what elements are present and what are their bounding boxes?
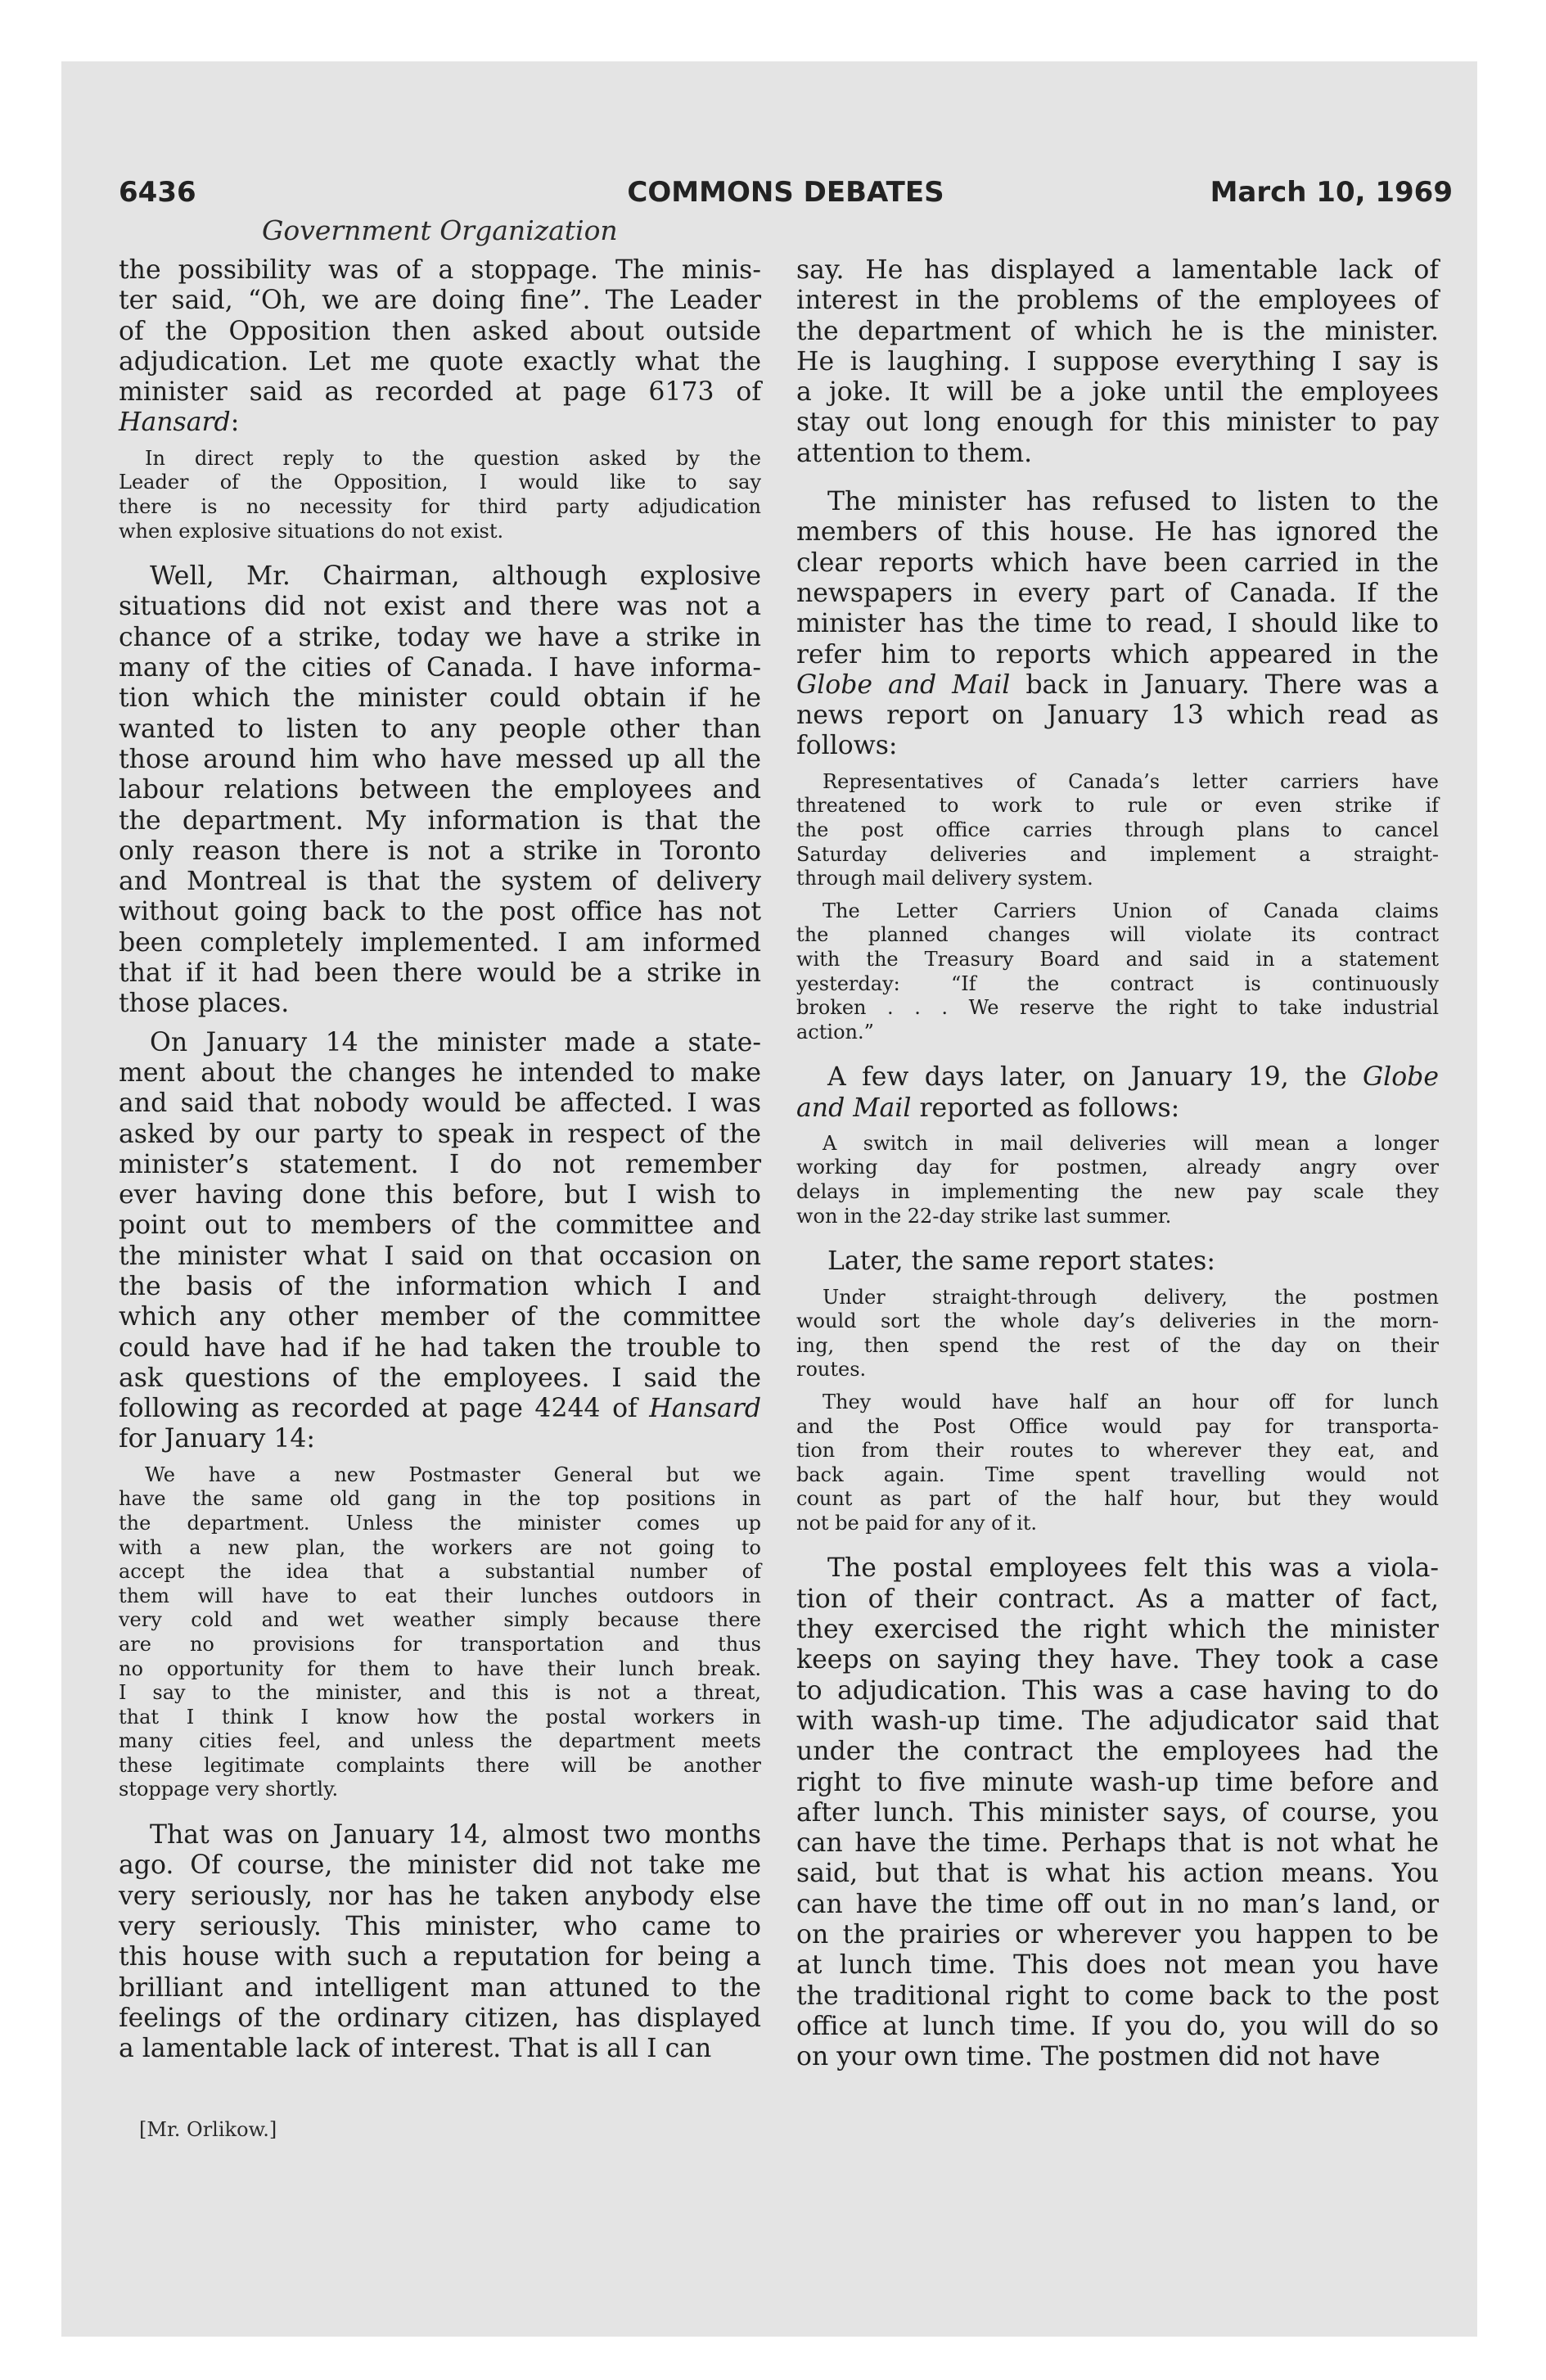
text-line: this house with such a reputation for being a (119, 1942, 761, 1972)
text-line: asked by our party to speak in respect of the (119, 1119, 761, 1149)
text-line: Later, the same report states: (827, 1246, 1215, 1277)
text-line: with a new plan, the workers are not going to (119, 1535, 761, 1559)
text-line: point out to members of the committee and (119, 1210, 761, 1241)
text-line: Hansard: (119, 408, 240, 438)
paragraph-gap (796, 1278, 1439, 1286)
text-line: minister has the time to read, I should like to (796, 609, 1439, 639)
text-line: the possibility was of a stoppage. The minis- (119, 255, 761, 285)
text-line: on your own time. The postmen did not have (796, 2042, 1381, 2072)
paragraph (796, 487, 1439, 762)
text-line: interest in the problems of the employees of (796, 286, 1439, 316)
text-line: chance of a strike, today we have a strike in (119, 622, 761, 652)
text-line: minister’s statement. I do not remember (119, 1149, 761, 1179)
text-line: brilliant and intelligent man attuned to the (119, 1972, 761, 2003)
paragraph-gap (119, 1020, 761, 1028)
text-line: He is laughing. I suppose everything I say is (796, 346, 1439, 376)
text-line: tion from their routes to wherever they eat, and (796, 1439, 1439, 1463)
text-line: A switch in mail deliveries will mean a longer (823, 1131, 1439, 1155)
text-line: wanted to listen to any people other than (119, 714, 761, 744)
text-line: the post office carries through plans to cancel (796, 818, 1439, 841)
text-line: very seriously. This minister, who came to (119, 1911, 761, 1941)
text-line: In direct reply to the question asked by the (145, 446, 761, 470)
text-line: tion which the minister could obtain if he (119, 683, 761, 714)
paragraph-gap (119, 1455, 761, 1463)
text-line: adjudication. Let me quote exactly what the (119, 346, 761, 376)
paragraph (119, 255, 761, 439)
text-line: The Letter Carriers Union of Canada claims (823, 899, 1439, 922)
paragraph-gap (119, 439, 761, 447)
right-column (796, 255, 1439, 2073)
text-line: a joke. It will be a joke until the employees (796, 377, 1439, 408)
text-line: have the same old gang in the top positions in (119, 1487, 761, 1511)
text-line: ment about the changes he intended to make (119, 1057, 761, 1088)
text-line: said, but that is what his action means. You (796, 1859, 1439, 1889)
text-line: count as part of the half hour, but they would (796, 1487, 1439, 1511)
text-line: back again. Time spent travelling would not (796, 1463, 1439, 1486)
text-line: and said that nobody would be affected. I was (119, 1089, 761, 1119)
quoted-passage (119, 447, 761, 543)
text-line: broken . . . We reserve the right to take industrial (796, 996, 1439, 1020)
text-line: and the Post Office would pay for transporta- (796, 1414, 1439, 1438)
paragraph (796, 255, 1439, 469)
text-line: right to five minute wash-up time before and (796, 1767, 1439, 1797)
paragraph-gap (796, 891, 1439, 899)
text-line: feelings of the ordinary citizen, has displayed (119, 2003, 761, 2033)
text-line: They would have half an hour off for lunch (823, 1390, 1439, 1413)
text-line: for January 14: (119, 1424, 316, 1454)
text-line: these legitimate complaints there will be another (119, 1753, 761, 1777)
text-line: newspapers in every part of Canada. If the (796, 578, 1439, 608)
text-line: routes. (796, 1358, 867, 1382)
text-line: Leader of the Opposition, I would like to say (119, 471, 761, 494)
text-line: members of this house. He has ignored the (796, 517, 1439, 548)
paragraph-gap (796, 1044, 1439, 1062)
paragraph-gap (119, 1802, 761, 1820)
text-line: On January 14 the minister made a state- (150, 1027, 761, 1057)
paragraph (796, 1246, 1439, 1277)
speaker-footer: [Mr. Orlikow.] (139, 2118, 277, 2141)
text-line: with wash-up time. The adjudicator said that (796, 1706, 1439, 1736)
paragraph-gap (796, 1124, 1439, 1132)
text-line: delays in implementing the new pay scale they (796, 1180, 1439, 1204)
text-line: those around him who have messed up all the (119, 744, 761, 774)
text-line: threatened to work to rule or even strike if (796, 794, 1439, 818)
text-line: the minister what I said on that occasion on (119, 1241, 761, 1271)
text-line: The minister has refused to listen to the (827, 487, 1439, 517)
quoted-passage (796, 1286, 1439, 1382)
text-line: only reason there is not a strike in Toronto (119, 836, 761, 866)
text-line: Representatives of Canada’s letter carriers have (823, 769, 1439, 793)
text-line: them will have to eat their lunches outdoors in (119, 1584, 761, 1607)
text-line: very cold and wet weather simply because there (119, 1608, 761, 1632)
text-line: action.” (796, 1020, 874, 1044)
page-date: March 10, 1969 (1210, 176, 1453, 209)
quoted-passage (796, 770, 1439, 891)
text-line: can have the time. Perhaps that is not what he (796, 1828, 1439, 1859)
text-line: they exercised the right which the minister (796, 1615, 1439, 1645)
text-line: the basis of the information which I and (119, 1271, 761, 1301)
text-line: and Montreal is that the system of delivery (119, 867, 761, 897)
text-line: The postal employees felt this was a viola- (827, 1553, 1439, 1584)
text-line: I say to the minister, and this is not a threat, (119, 1681, 761, 1705)
text-line: the planned changes will violate its contract (796, 923, 1439, 947)
text-line: not be paid for any of it. (796, 1511, 1038, 1535)
text-line: accept the idea that a substantial number of (119, 1560, 761, 1584)
quoted-passage (796, 1391, 1439, 1536)
quoted-passage (119, 1463, 761, 1802)
text-line: ask questions of the employees. I said the (119, 1363, 761, 1393)
text-line: many of the cities of Canada. I have informa- (119, 653, 761, 683)
text-line: Saturday deliveries and implement a straight- (796, 842, 1439, 866)
text-line: working day for postmen, already angry over (796, 1156, 1439, 1179)
text-line: been completely implemented. I am informed (119, 927, 761, 958)
paragraph (119, 561, 761, 1019)
text-line: Well, Mr. Chairman, although explosive (150, 561, 761, 592)
text-line: Globe and Mail back in January. There was a (796, 669, 1440, 700)
text-line: the department. Unless the minister comes up (119, 1511, 761, 1535)
text-line: that if it had been there would be a strike in (119, 958, 761, 989)
page-number: 6436 (119, 176, 196, 209)
paragraph-gap (119, 543, 761, 561)
text-line: won in the 22-day strike last summer. (796, 1204, 1172, 1228)
text-line: those places. (119, 989, 290, 1019)
text-line: refer him to reports which appeared in the (796, 639, 1439, 669)
text-line: following as recorded at page 4244 of Hansard (119, 1394, 761, 1424)
text-line: A few days later, on January 19, the Globe (827, 1062, 1439, 1093)
text-line: follows: (796, 731, 898, 761)
text-line: a lamentable lack of interest. That is all I can (119, 2034, 712, 2064)
text-line: would sort the whole day’s deliveries in the morn- (796, 1309, 1439, 1333)
text-line: can have the time off out in no man’s land, or (796, 1889, 1439, 1919)
text-line: on the prairies or wherever you happen to be (796, 1920, 1439, 1950)
text-line: minister said as recorded at page 6173 of (119, 377, 761, 408)
text-line: without going back to the post office has not (119, 897, 761, 927)
text-line: could have had if he had taken the trouble to (119, 1332, 761, 1363)
text-line: labour relations between the employees and (119, 775, 761, 805)
text-line: to adjudication. This was a case having to do (796, 1675, 1439, 1706)
text-line: That was on January 14, almost two months (150, 1820, 761, 1850)
text-line: stoppage very shortly. (119, 1778, 339, 1801)
text-line: ing, then spend the rest of the day on their (796, 1333, 1439, 1357)
text-line: with the Treasury Board and said in a statement (796, 947, 1439, 971)
text-line: news report on January 13 which read as (796, 701, 1439, 731)
section-subheading: Government Organization (262, 214, 618, 246)
text-line: under the contract the employees had the (796, 1737, 1439, 1767)
text-line: tion of their contract. As a matter of fact, (796, 1584, 1439, 1614)
paragraph-gap (796, 1535, 1439, 1553)
text-line: situations did not exist and there was not a (119, 592, 761, 622)
text-line: at lunch time. This does not mean you have (796, 1950, 1439, 1981)
paragraph-gap (796, 1382, 1439, 1391)
text-line: ever having done this before, but I wish to (119, 1180, 761, 1210)
text-line: clear reports which have been carried in the (796, 548, 1439, 578)
paragraph-gap (796, 469, 1439, 487)
text-line: office at lunch time. If you do, you will do so (796, 2011, 1439, 2041)
page-header (119, 176, 1453, 217)
text-line: ago. Of course, the minister did not take me (119, 1850, 761, 1881)
text-line: the department. My information is that the (119, 805, 761, 836)
paragraph (796, 1062, 1439, 1124)
text-line: which any other member of the committee (119, 1302, 761, 1332)
paragraph-gap (796, 762, 1439, 770)
text-line: say. He has displayed a lamentable lack of (796, 255, 1439, 285)
text-line: attention to them. (796, 438, 1033, 468)
text-line: stay out long enough for this minister to pay (796, 408, 1439, 438)
paragraph-gap (796, 1228, 1439, 1246)
paragraph (119, 1820, 761, 2064)
publication-title: COMMONS DEBATES (627, 176, 944, 209)
text-line: ter said, “Oh, we are doing fine”. The Leader (119, 286, 761, 316)
text-line: that I think I know how the postal workers in (119, 1705, 761, 1729)
left-column (119, 255, 761, 2064)
text-line: We have a new Postmaster General but we (145, 1463, 761, 1486)
text-line: are no provisions for transportation and thus (119, 1632, 761, 1656)
text-line: the department of which he is the minister. (796, 316, 1439, 346)
text-line: very seriously, nor has he taken anybody else (119, 1881, 761, 1911)
text-line: many cities feel, and unless the department meets (119, 1729, 761, 1753)
text-line: there is no necessity for third party adjudication (119, 494, 761, 518)
text-line: and Mail reported as follows: (796, 1093, 1180, 1123)
text-line: when explosive situations do not exist. (119, 519, 504, 543)
paragraph (119, 1028, 761, 1455)
text-line: the traditional right to come back to the post (796, 1981, 1439, 2011)
text-line: Under straight-through delivery, the postmen (823, 1285, 1439, 1309)
text-line: yesterday: “If the contract is continuously (796, 971, 1439, 995)
quoted-passage (796, 899, 1439, 1045)
paragraph (796, 1553, 1439, 2072)
quoted-passage (796, 1132, 1439, 1228)
text-line: through mail delivery system. (796, 867, 1093, 890)
text-line: of the Opposition then asked about outside (119, 316, 761, 346)
text-line: after lunch. This minister says, of course, you (796, 1797, 1439, 1828)
text-line: no opportunity for them to have their lunch break. (119, 1657, 761, 1680)
text-line: keeps on saying they have. They took a case (796, 1645, 1439, 1675)
